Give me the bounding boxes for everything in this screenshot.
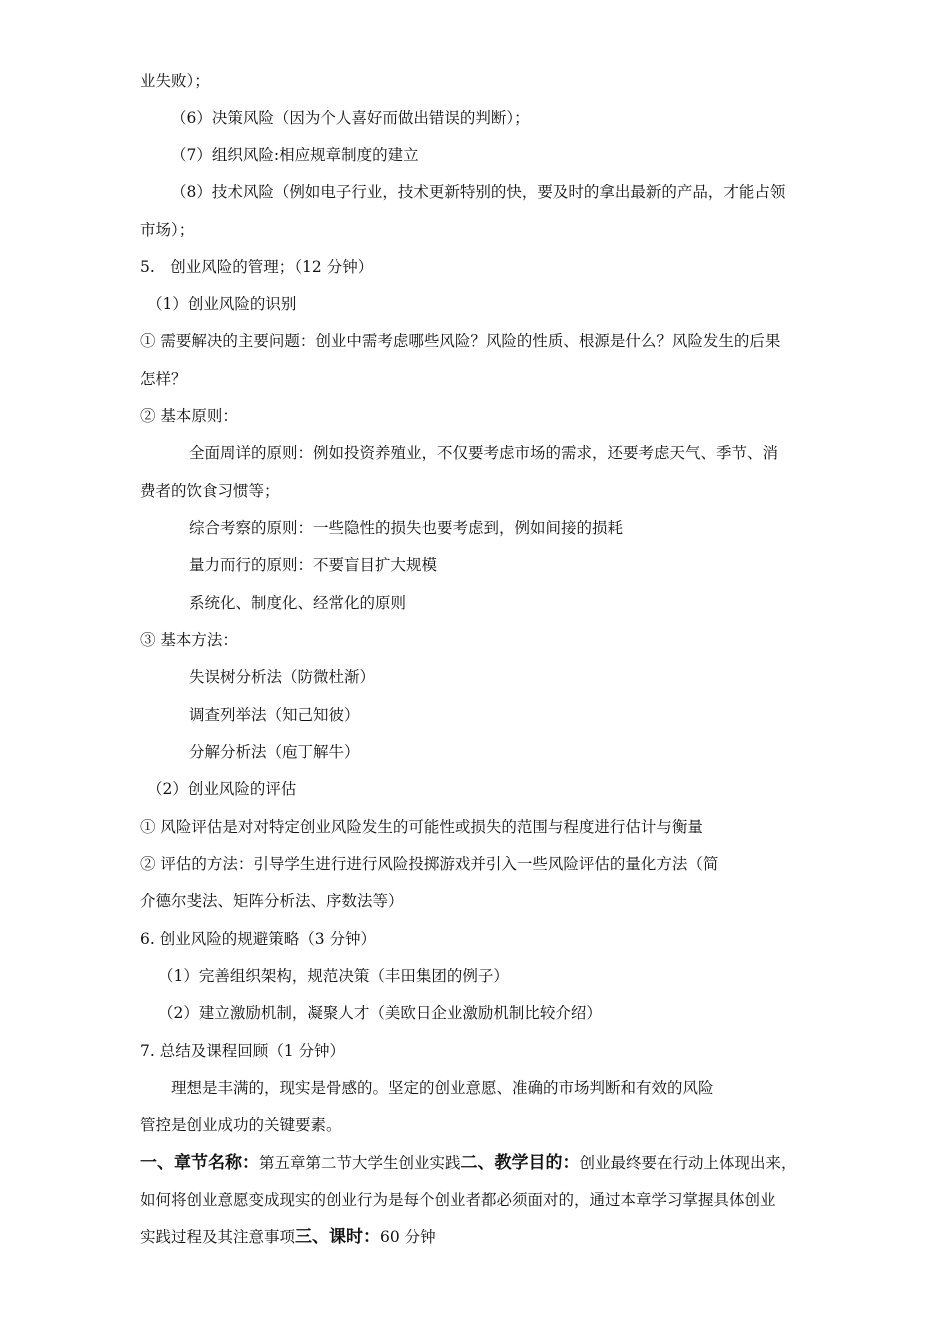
text-line: 6. 创业风险的规避策略（3 分钟） — [140, 930, 377, 948]
text-line: （1）完善组织架构，规范决策（丰田集团的例子） — [158, 967, 509, 985]
text-line: ③ 基本方法： — [140, 631, 238, 649]
section-line-1 — [140, 1152, 797, 1174]
text-line: （8）技术风险（例如电子行业，技术更新特别的快，要及时的拿出最新的产品，才能占领 — [171, 183, 786, 201]
text-line: 失误树分析法（防微杜渐） — [189, 668, 376, 686]
text-line: 系统化、制度化、经常化的原则 — [189, 594, 407, 612]
text-line: （1）创业风险的识别 — [147, 295, 297, 313]
purpose-text-end: 实践过程及其注意事项 — [140, 1228, 296, 1246]
text-line: 介德尔斐法、矩阵分析法、序数法等） — [140, 892, 404, 910]
text-line: 市场）； — [140, 221, 195, 239]
text-line: （7）组织风险:相应规章制度的建立 — [171, 146, 419, 164]
text-line: 量力而行的原则：不要盲目扩大规模 — [189, 556, 438, 574]
text-line: 理想是丰满的，现实是骨感的。坚定的创业意愿、准确的市场判断和有效的风险 — [171, 1079, 714, 1097]
text-line: （6）决策风险（因为个人喜好而做出错误的判断）； — [171, 109, 530, 127]
hours-value: 60 分钟 — [380, 1228, 436, 1246]
text-line: ① 需要解决的主要问题：创业中需考虑哪些风险？风险的性质、根源是什么？风险发生的后果 — [140, 332, 781, 350]
text-line: 7. 总结及课程回顾（1 分钟） — [140, 1042, 346, 1060]
text-line: 业失败）； — [140, 72, 210, 90]
text-line: 调查列举法（知己知彼） — [189, 706, 360, 724]
text-line: 综合考察的原则：一些隐性的损失也要考虑到，例如间接的损耗 — [189, 519, 624, 537]
text-line: ① 风险评估是对对特定创业风险发生的可能性或损失的范围与程度进行估计与衡量 — [140, 818, 703, 836]
text-line: （2）创业风险的评估 — [147, 780, 297, 798]
text-line: 怎样？ — [140, 370, 187, 388]
section-heading-hours: 三、课时： — [295, 1227, 381, 1247]
text-line: 管控是创业成功的关键要素。 — [140, 1116, 342, 1134]
text-line: 费者的饮食习惯等； — [140, 482, 280, 500]
purpose-text: 创业最终要在行动上体现出来， — [579, 1154, 797, 1172]
text-line: 全面周详的原则：例如投资养殖业，不仅要考虑市场的需求，还要考虑天气、季节、消 — [189, 444, 779, 462]
text-line: ② 评估的方法：引导学生进行进行风险投掷游戏并引入一些风险评估的量化方法（简 — [140, 855, 719, 873]
text-line: （2）建立激励机制，凝聚人才（美欧日企业激励机制比较介绍） — [158, 1004, 602, 1022]
text-line: 5. 创业风险的管理；（12 分钟） — [140, 258, 374, 276]
text-line: 分解分析法（庖丁解牛） — [189, 743, 360, 761]
text-line: 如何将创业意愿变成现实的创业行为是每个创业者都必须面对的，通过本章学习掌握具体创业 — [140, 1191, 776, 1209]
chapter-name: 第五章第二节大学生创业实践 — [259, 1154, 461, 1172]
section-heading-purpose: 二、教学目的： — [460, 1153, 580, 1173]
section-line-3 — [140, 1226, 436, 1248]
text-line: ② 基本原则： — [140, 407, 238, 425]
section-heading-chapter: 一、章节名称： — [140, 1153, 259, 1173]
